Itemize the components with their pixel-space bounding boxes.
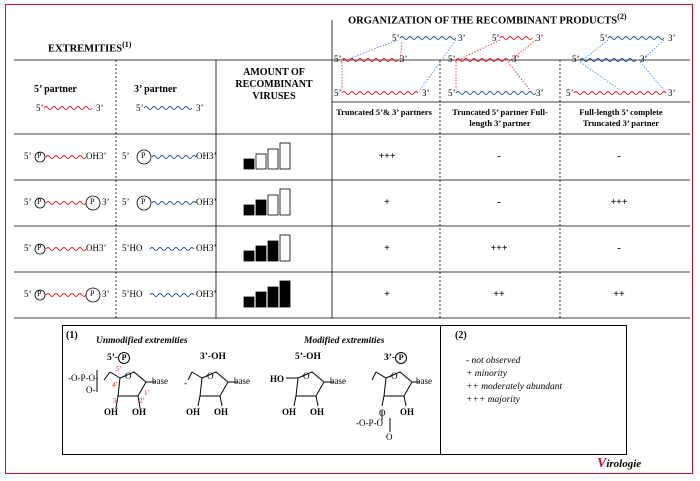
col-truncated-5-3: Truncated 5’& 3’ partners — [336, 107, 432, 117]
oh-label: OH — [104, 407, 119, 417]
legend-2-label: (2) — [455, 330, 467, 341]
org-label: 3’ — [536, 88, 544, 98]
base-label: base — [234, 376, 250, 386]
oh-label: OH — [186, 407, 201, 417]
right-p-label: P — [141, 197, 146, 206]
legend-2-item: - not observed — [466, 356, 521, 366]
legend-2-item: + minority — [466, 369, 507, 379]
header-3-label: 3’ — [96, 103, 104, 113]
ring-o: O — [125, 371, 132, 381]
abundance-full-5-truncated-3: - — [617, 151, 621, 162]
abundance-truncated-5-full-3: - — [497, 151, 501, 162]
header-3-label-b: 3’ — [196, 103, 204, 113]
left-p-label: P — [37, 197, 42, 206]
phos-group: -O-P-O — [356, 418, 383, 428]
modified-title: Modified extremities — [304, 336, 385, 346]
left-5-label: 5’ — [24, 151, 32, 161]
right-5-label: 5’ — [122, 197, 130, 207]
org-label: 3’ — [458, 33, 466, 43]
org-label: 5’ — [600, 33, 608, 43]
abundance-full-5-truncated-3: ++ — [613, 289, 625, 300]
extremities-title: EXTREMITIES$^{(1)}$ — [48, 40, 132, 55]
org-label: 3’ — [512, 54, 520, 64]
phos-group: -O-P-O- — [68, 373, 98, 383]
oh-label: OH — [214, 407, 229, 417]
organization-title: ORGANIZATION OF THE RECOMBINANT PRODUCTS$^{(2)}$ — [348, 12, 627, 27]
c3-label: 3’ — [113, 397, 119, 405]
c1-label: 1’ — [144, 389, 150, 397]
org-label: 3’ — [668, 33, 676, 43]
left-3-label: OH3’ — [86, 243, 107, 253]
right-3-label: OH3’ — [196, 289, 217, 299]
s3p-label: 3’- P — [384, 352, 407, 364]
abundance-truncated-5-full-3: +++ — [490, 243, 508, 254]
legend-1-label: (1) — [66, 330, 78, 341]
oh-label: OH — [310, 407, 325, 417]
unmodified-title: Unmodified extremities — [96, 336, 188, 346]
left-p-label: P — [37, 243, 42, 252]
org-label: 5’ — [392, 33, 400, 43]
left-p3-label: P — [90, 197, 95, 206]
col-full-5-truncated-3: Full-length 5’ complete Truncated 3’ partner — [579, 107, 663, 128]
left-5-label: 5’ — [24, 289, 32, 299]
ring-o: O — [391, 371, 398, 381]
org-label: 5’ — [566, 88, 574, 98]
ring-o: O — [379, 408, 386, 418]
left-5-label: 5’ — [24, 243, 32, 253]
ring-o: O — [207, 371, 214, 381]
s5oh-label: 5’-OH — [295, 352, 321, 362]
left-p-label: P — [37, 289, 42, 298]
left-3-label: 3’ — [102, 197, 110, 207]
abundance-full-5-truncated-3: +++ — [610, 197, 628, 208]
org-label: 3’ — [536, 33, 544, 43]
left-3-label: 3’ — [102, 289, 110, 299]
oh-label: OH — [282, 407, 297, 417]
org-label: 3’ — [400, 54, 408, 64]
left-p-label: P — [37, 151, 42, 160]
org-label: 3’ — [668, 88, 676, 98]
org-label: 3’ — [422, 88, 430, 98]
org-label: 5’ — [448, 54, 456, 64]
abundance-truncated-5-full-3: ++ — [493, 289, 505, 300]
right-3-label: OH3’ — [196, 151, 217, 161]
org-label: 5’ — [448, 88, 456, 98]
ho-label: HO — [270, 374, 285, 384]
ring-o: O — [386, 432, 393, 442]
abundance-truncated-5-full-3: - — [497, 197, 501, 208]
org-label: 5’ — [572, 54, 580, 64]
abundance-truncated-5-3: +++ — [378, 151, 396, 162]
col-3-partner: 3’ partner — [134, 84, 177, 95]
org-label: 5’ — [334, 54, 342, 64]
right-3-label: OH3’ — [196, 243, 217, 253]
s3oh-label: 3’-OH — [200, 352, 226, 362]
left-p3-label: P — [90, 289, 95, 298]
base-label: base — [330, 376, 346, 386]
abundance-truncated-5-3: + — [384, 243, 390, 254]
o-minus: O- — [86, 385, 96, 395]
left-5-label: 5’ — [24, 197, 32, 207]
col-5-partner: 5’ partner — [34, 84, 77, 95]
header-5-label-b: 5’ — [136, 103, 144, 113]
o-minus-prefix: - — [184, 378, 187, 388]
s5p-label: 5’- P — [107, 352, 130, 364]
oh-label: OH — [400, 407, 415, 417]
col-truncated-5-full-3: Truncated 5’ partner Full-length 3’ partner — [452, 107, 548, 128]
legend-2-list — [466, 355, 562, 407]
right-5-label: 5’HO — [122, 289, 143, 299]
right-5-label: 5’HO — [122, 243, 143, 253]
org-label: 5’ — [492, 33, 500, 43]
col-amount: AMOUNT OF RECOMBINANT VIRUSES — [235, 67, 313, 102]
base-label: base — [416, 376, 432, 386]
abundance-truncated-5-3: + — [384, 197, 390, 208]
virologie-logo: Virologie — [597, 456, 642, 471]
legend-2-item: ++ moderately abundant — [466, 382, 563, 392]
right-3-label: OH3’ — [196, 197, 217, 207]
abundance-full-5-truncated-3: - — [617, 243, 621, 254]
org-label: 3’ — [640, 54, 648, 64]
abundance-truncated-5-3: + — [384, 289, 390, 300]
right-p-label: P — [141, 151, 146, 160]
org-label: 5’ — [334, 88, 342, 98]
oh-label: OH — [132, 407, 147, 417]
base-label: base — [152, 376, 168, 386]
header-5-label: 5’ — [36, 103, 44, 113]
c5-label: 5’ — [116, 365, 122, 373]
c2-label: 2’ — [139, 397, 145, 405]
c4-label: 4’ — [112, 381, 118, 389]
left-3-label: OH3’ — [86, 151, 107, 161]
right-5-label: 5’ — [122, 151, 130, 161]
ring-o: O — [303, 371, 310, 381]
legend-2-item: +++ majority — [466, 395, 520, 405]
